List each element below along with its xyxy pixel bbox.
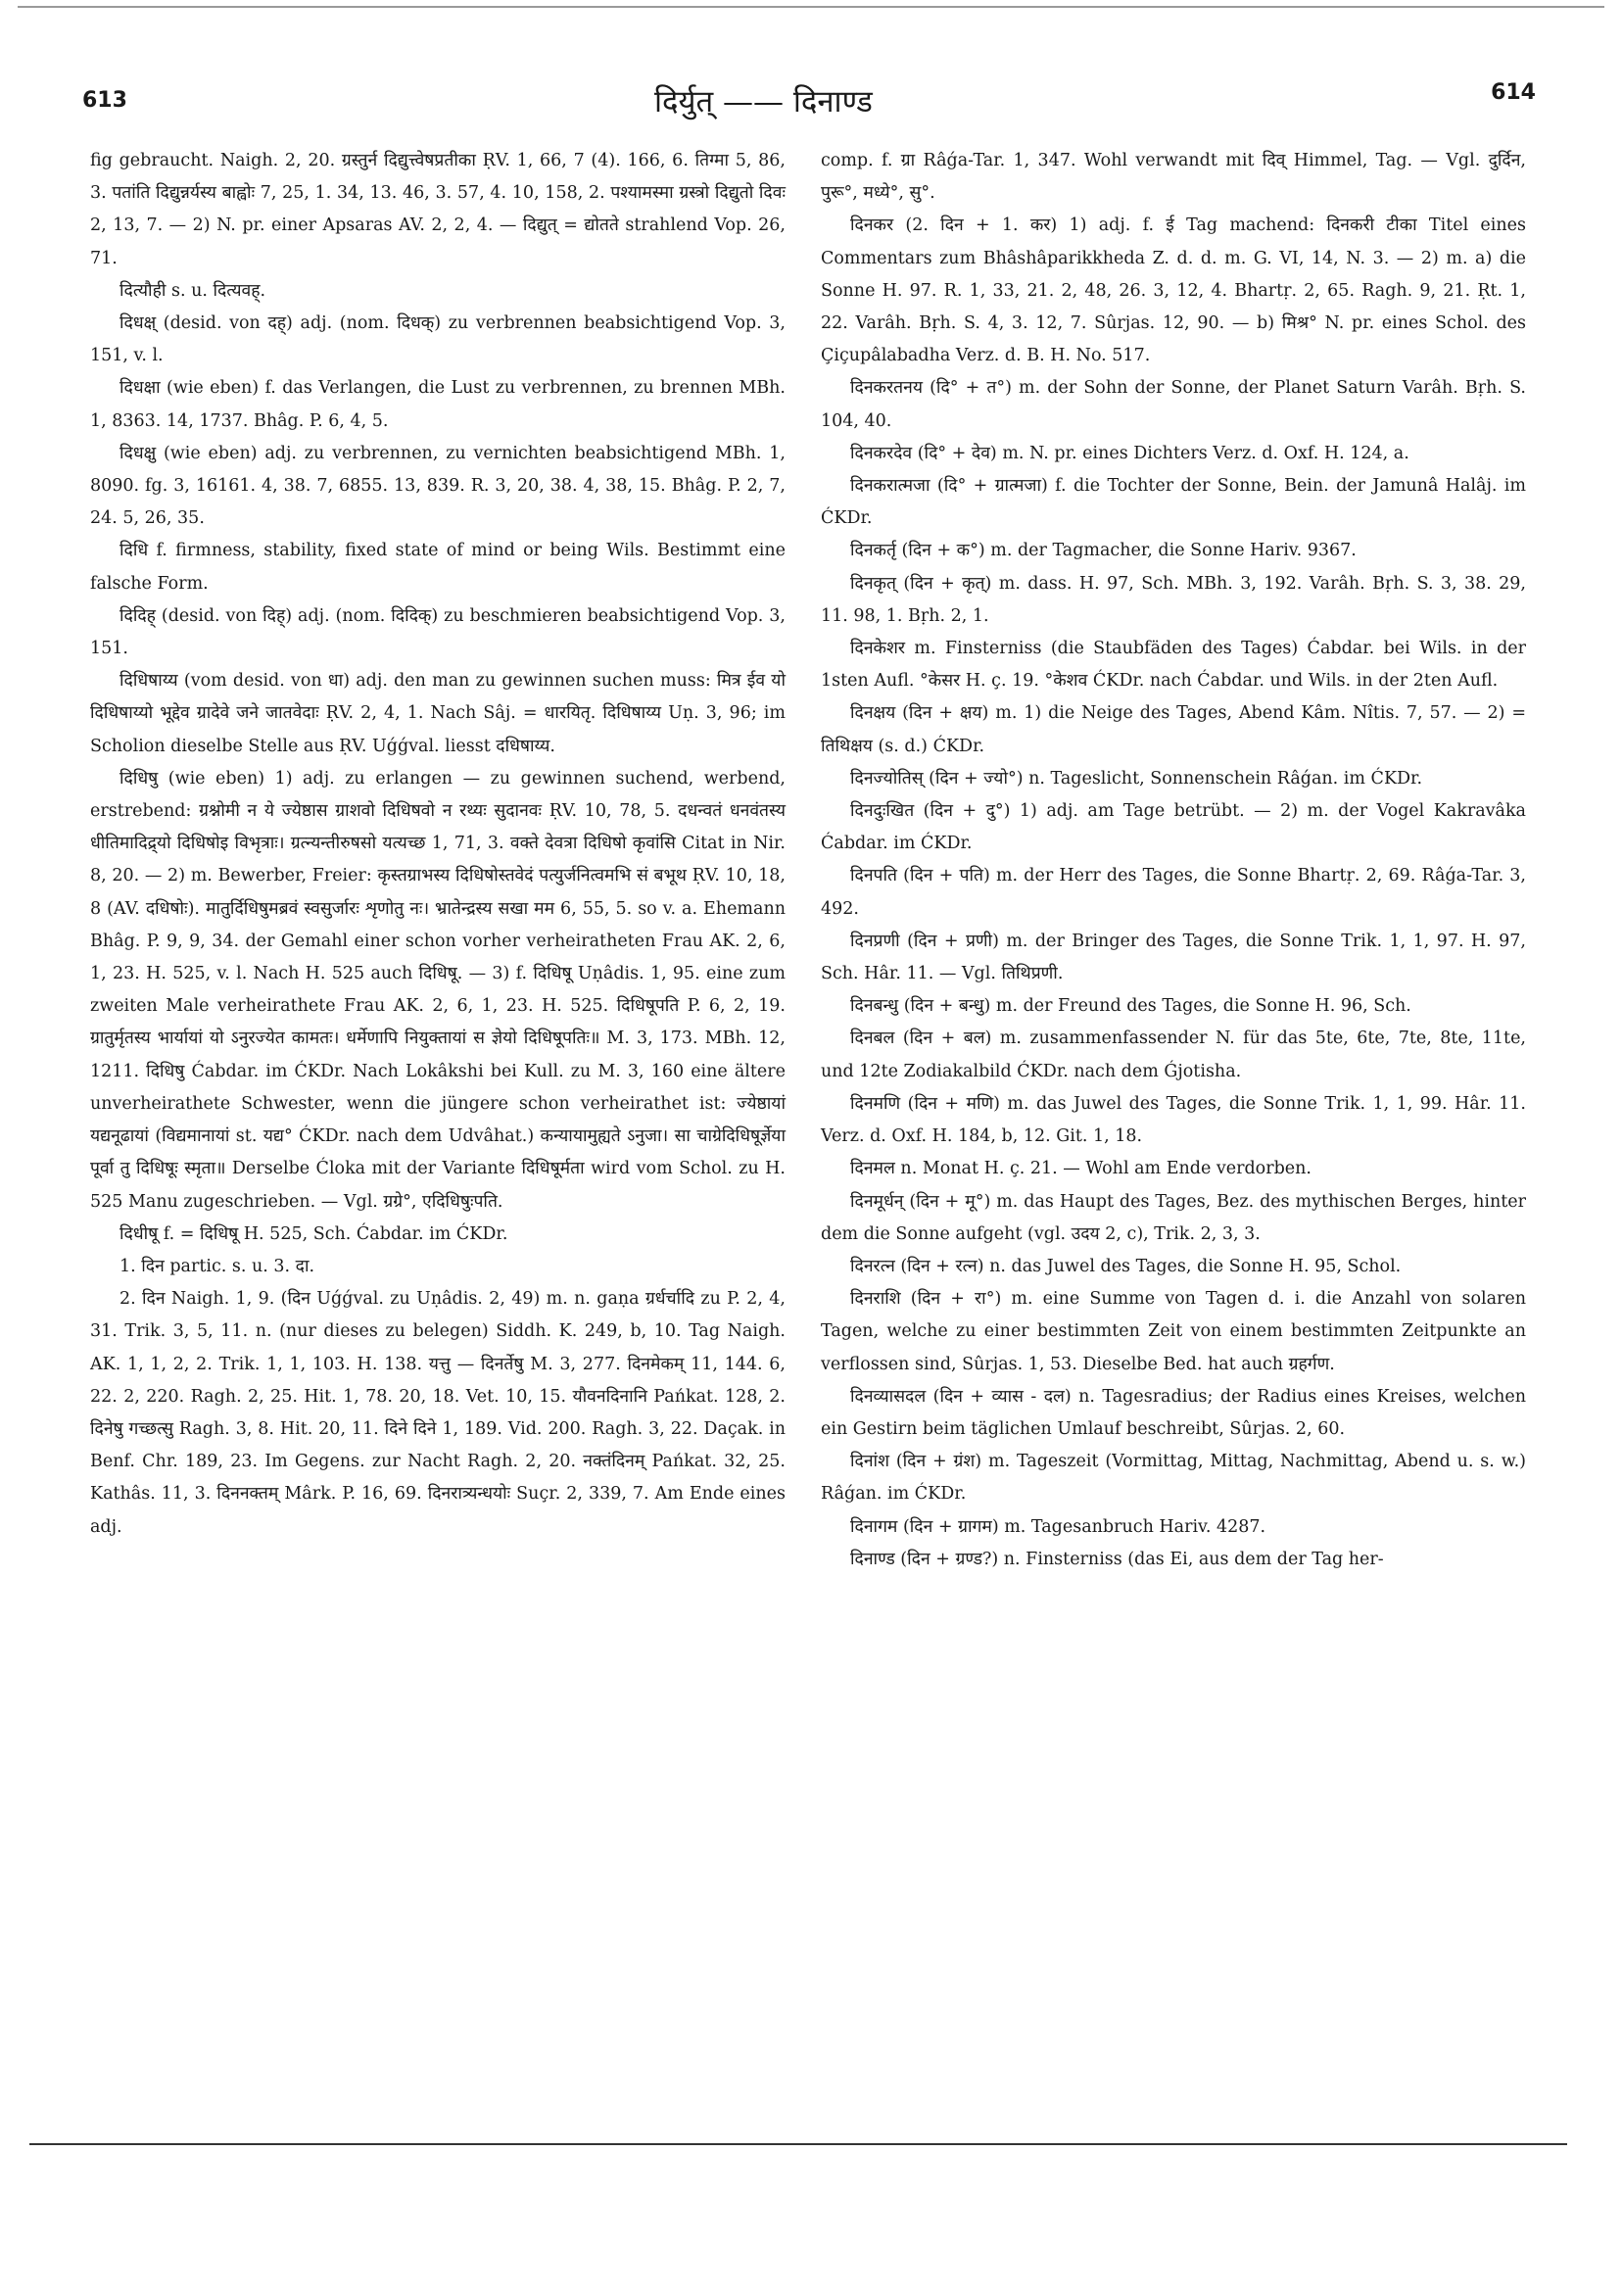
- page-number-right: 614: [1491, 80, 1536, 105]
- entry: दिनराशि (दिन + रा°) m. eine Summe von Tagen d. i. die Anzahl von solaren Tagen, welche zu einer bestimmten Zeit von einem bestimmten Zeitpunkte an verflossen sind, Sûrjas. 1, 53. Dieselbe Bed. hat auch ग्रहर्गण.: [821, 1289, 1526, 1374]
- page-number-left: 613: [82, 88, 127, 113]
- entry: दिनप्रणी (दिन + प्रणी) m. der Bringer des Tages, die Sonne Trik. 1, 1, 97. H. 97, Sch. Hâr. 11. — Vgl. तिथिप्रणी.: [821, 931, 1526, 984]
- entry: 2. दिन Naigh. 1, 9. (दिन Uǵǵval. zu Uṇâdis. 2, 49) m. n. gaṇa ग्रर्धर्चादि zu P. 2, 4, 31. Trik. 3, 5, 11. n. (nur dieses zu belegen) Siddh. K. 249, b, 10. Tag Naigh. AK. 1, 1, 2, 2. Trik. 1, 1, 103. H. 138. यत्तु — दिनर्तेषु M. 3, 277. दिनमेकम् 11, 144. 6, 22. 2, 220. Ragh. 2, 25. Hit. 1, 78. 20, 18. Vet. 10, 15. यौवनदिनानि Pańkat. 128, 2. दिनेषु गच्छत्सु Ragh. 3, 8. Hit. 20, 11. दिने दिने 1, 189. Vid. 200. Ragh. 3, 22. Daçak. in Benf. Chr. 189, 23. Im Gegens. zur Nacht Ragh. 2, 20. नक्तंदिनम् Pańkat. 32, 25. Kathâs. 11, 3. दिननक्तम् Mârk. P. 16, 69. दिनरात्र्यन्धयोः Suçr. 2, 339, 7. Am Ende eines adj.: [90, 1289, 786, 1537]
- entry: दिनकर (2. दिन + 1. कर) 1) adj. f. ई Tag machend: दिनकरी टीका Titel eines Commentars zum Bhâshâparikkheda Z. d. d. m. G. VI, 14, N. 3. — 2) m. a) die Sonne H. 97. R. 1, 33, 21. 2, 48, 26. 3, 12, 4. Bhartṛ. 2, 65. Ragh. 9, 21. Ṛt. 1, 22. Varâh. Bṛh. S. 4, 3. 12, 7. Sûrjas. 12, 90. — b) मिश्र° N. pr. eines Schol. des Çiçupâlabadha Verz. d. B. H. No. 517.: [821, 215, 1526, 366]
- entry: दिधीषू f. = दिधिषू H. 525, Sch. Ćabdar. im ĆKDr.: [119, 1223, 508, 1244]
- entry: दिनकर्तृ (दिन + क°) m. der Tagmacher, die Sonne Hariv. 9367.: [850, 541, 1357, 561]
- page-header: [76, 80, 1546, 129]
- running-title: दिर्युत् —— दिनाण्ड: [654, 84, 873, 120]
- entry: दिनकरतनय (दि° + त°) m. der Sohn der Sonne, der Planet Saturn Varâh. Bṛh. S. 104, 40.: [821, 378, 1526, 431]
- top-edge-rule: [18, 6, 1604, 8]
- entry: दिनकरात्मजा (दि° + ग्रात्मजा) f. die Tochter der Sonne, Bein. der Jamunâ Halâj. im ĆKDr.: [821, 476, 1526, 529]
- entry: दिनमल n. Monat H. ç. 21. — Wohl am Ende verdorben.: [850, 1159, 1312, 1179]
- entry: दिनकरदेव (दि° + देव) m. N. pr. eines Dichters Verz. d. Oxf. H. 124, a.: [850, 443, 1409, 463]
- entry: दिधक्षु (wie eben) adj. zu verbrennen, zu vernichten beabsichtigend MBh. 1, 8090. fg. 3, 16161. 4, 38. 7, 6855. 13, 839. R. 3, 20, 38. 4, 38, 15. Bhâg. P. 2, 7, 24. 5, 26, 35.: [90, 443, 786, 529]
- entry: दिनमणि (दिन + मणि) m. das Juwel des Tages, die Sonne Trik. 1, 1, 99. Hâr. 11. Verz. d. Oxf. H. 184, b, 12. Git. 1, 18.: [821, 1093, 1526, 1147]
- entry: दिनांश (दिन + ग्रंश) m. Tageszeit (Vormittag, Mittag, Nachmittag, Abend u. s. w.) Râǵan. im ĆKDr.: [821, 1452, 1526, 1505]
- entry: दिनकेशर m. Finsterniss (die Staubfäden des Tages) Ćabdar. bei Wils. in der 1sten Aufl. °केसर H. ç. 19. °केशव ĆKDr. nach Ćabdar. und Wils. in der 2ten Aufl.: [821, 639, 1526, 692]
- entry: दिदिह् (desid. von दिह्) adj. (nom. दिदिक्) zu beschmieren beabsichtigend Vop. 3, 151.: [90, 605, 786, 659]
- entry: दिनागम (दिन + ग्रागम) m. Tagesanbruch Hariv. 4287.: [850, 1516, 1266, 1537]
- entry: दिनज्योतिस् (दिन + ज्यो°) n. Tageslicht, Sonnenschein Râǵan. im ĆKDr.: [850, 768, 1423, 789]
- entry: 1. दिन partic. s. u. 3. दा.: [119, 1256, 315, 1276]
- entry: दिधक्ष् (desid. von दह्) adj. (nom. दिधक्) zu verbrennen beabsichtigend Vop. 3, 151, v. l.: [90, 313, 786, 366]
- entry: दिनबल (दिन + बल) m. zusammenfassender N. für das 5te, 6te, 7te, 8te, 11te, und 12te Zodiakalbild ĆKDr. nach dem Ǵjotisha.: [821, 1028, 1526, 1081]
- entry: दिनरत्न (दिन + रत्न) n. das Juwel des Tages, die Sonne H. 95, Schol.: [850, 1256, 1402, 1276]
- entry: दिनबन्धु (दिन + बन्धु) m. der Freund des Tages, die Sonne H. 96, Sch.: [850, 996, 1411, 1017]
- entry: दिनपति (दिन + पति) m. der Herr des Tages, die Sonne Bhartṛ. 2, 69. Râǵa-Tar. 3, 492.: [821, 866, 1526, 919]
- entry: दिधिषु (wie eben) 1) adj. zu erlangen — zu gewinnen suchend, werbend, erstrebend: ग्रश्नोमी न ये ज्येष्ठास ग्राशवो दिधिषवो न रथ्यः सुदानवः ṚV. 10, 78, 5. दधन्वतं धनवंतस्य धीतिमादिद्र्यो दिधिषोइ विभृत्राः। ग्रत्न्यन्तीरुषसो यत्यच्छ 1, 71, 3. वक्ते देवत्रा दिधिषो कृवांसि Citat in Nir. 8, 20. — 2) m. Bewerber, Freier: कृस्तग्राभस्य दिधिषोस्तवेदं पत्युर्जनित्वमभि सं बभूथ ṚV. 10, 18, 8 (AV. दधिषोः). मातुर्दिधिषुमब्रवं स्वसुर्जारः शृणोतु नः। भ्रातेन्द्रस्य सखा मम 6, 55, 5. so v. a. Ehemann Bhâg. P. 9, 9, 34. der Gemahl einer schon vorher verheiratheten Frau AK. 2, 6, 1, 23. H. 525, v. l. Nach H. 525 auch दिधिषू. — 3) f. दिधिषू Uṇâdis. 1, 95. eine zum zweiten Male verheirathete Frau AK. 2, 6, 1, 23. H. 525. दिधिषूपति P. 6, 2, 19. ग्रातुर्मृतस्य भार्यायां यो ऽनुरज्येत कामतः। धर्मेणापि नियुक्तायां स ज्ञेयो दिधिषूपतिः॥ M. 3, 173. MBh. 12, 1211. दिधिषु Ćabdar. im ĆKDr. Nach Lokâkshi bei Kull. zu M. 3, 160 eine ältere unverheirathete Schwester, wenn die jüngere schon verheirathet ist: ज्येष्ठायां यद्यनूढायां (विद्यमानायां st. यद्य° ĆKDr. nach dem Udvâhat.) कन्यायामुह्यते ऽनुजा। सा चाग्रेदिधिषूर्ज्ञेया पूर्वा तु दिधिषूः स्मृता॥ Derselbe Ćloka mit der Variante दिधिषूर्मता wird vom Schol. zu H. 525 Manu zugeschrieben. — Vgl. ग्रग्रे°, एदिधिषुःपति.: [90, 768, 786, 1212]
- entry-continuation: comp. f. ग्रा Râǵa-Tar. 1, 347. Wohl verwandt mit दिव् Himmel, Tag. — Vgl. दुर्दिन, पुरू°, मध्ये°, सु°.: [821, 151, 1526, 204]
- entry-continuation: fig gebraucht. Naigh. 2, 20. ग्रस्तुर्न दिद्युत्त्वेषप्रतीका ṚV. 1, 66, 7 (4). 166, 6. तिग्मा 5, 86, 3. पतांति दिद्युन्नर्यस्य बाह्वोः 7, 25, 1. 34, 13. 46, 3. 57, 4. 10, 158, 2. पश्यामस्मा ग्रस्त्रो दिद्युतो दिवः 2, 13, 7. — 2) N. pr. einer Apsaras AV. 2, 2, 4. — दिद्युत् = द्योतते strahlend Vop. 26, 71.: [90, 151, 786, 268]
- entry: दिनव्यासदल (दिन + व्यास - दल) n. Tagesradius; der Radius eines Kreises, welchen ein Gestirn beim täglichen Umlauf beschreibt, Sûrjas. 2, 60.: [821, 1386, 1526, 1439]
- entry: दिधक्षा (wie eben) f. das Verlangen, die Lust zu verbrennen, zu brennen MBh. 1, 8363. 14, 1737. Bhâg. P. 6, 4, 5.: [90, 378, 786, 431]
- entry: दिनाण्ड (दिन + ग्रण्ड?) n. Finsterniss (das Ei, aus dem der Tag her-: [850, 1549, 1384, 1569]
- entry: दिधिषाय्य (vom desid. von धा) adj. den man zu gewinnen suchen muss: मित्र ईव यो दिधिषाय्यो भूद्देव ग्रादेवे जने जातवेदाः ṚV. 2, 4, 1. Nach Sâj. = धारयितृ. दिधिषाय्य Uṇ. 3, 96; im Scholion dieselbe Stelle aus ṚV. Uǵǵval. liesst दधिषाय्य.: [90, 671, 786, 756]
- entry: दिधि f. firmness, stability, fixed state of mind or being Wils. Bestimmt eine falsche Form.: [90, 541, 786, 594]
- entry: दिनमूर्धन् (दिन + मू°) m. das Haupt des Tages, Bez. des mythischen Berges, hinter dem die Sonne aufgeht (vgl. उदय 2, c), Trik. 2, 3, 3.: [821, 1191, 1526, 1244]
- entry: दित्यौही s. u. दित्यवह्.: [119, 280, 266, 301]
- bottom-rule: [29, 2143, 1567, 2145]
- entry: दिनकृत् (दिन + कृत्) m. dass. H. 97, Sch. MBh. 3, 192. Varâh. Bṛh. S. 3, 38. 29, 11. 98, 1. Bṛh. 2, 1.: [821, 573, 1526, 626]
- right-column: [821, 145, 1526, 1576]
- entry: दिनदुःखित (दिन + दु°) 1) adj. am Tage betrübt. — 2) m. der Vogel Kakravâka Ćabdar. im ĆKDr.: [821, 801, 1526, 854]
- entry: दिनक्षय (दिन + क्षय) m. 1) die Neige des Tages, Abend Kâm. Nîtis. 7, 57. — 2) = तिथिक्षय (s. d.) ĆKDr.: [821, 703, 1526, 756]
- left-column: [90, 145, 786, 1544]
